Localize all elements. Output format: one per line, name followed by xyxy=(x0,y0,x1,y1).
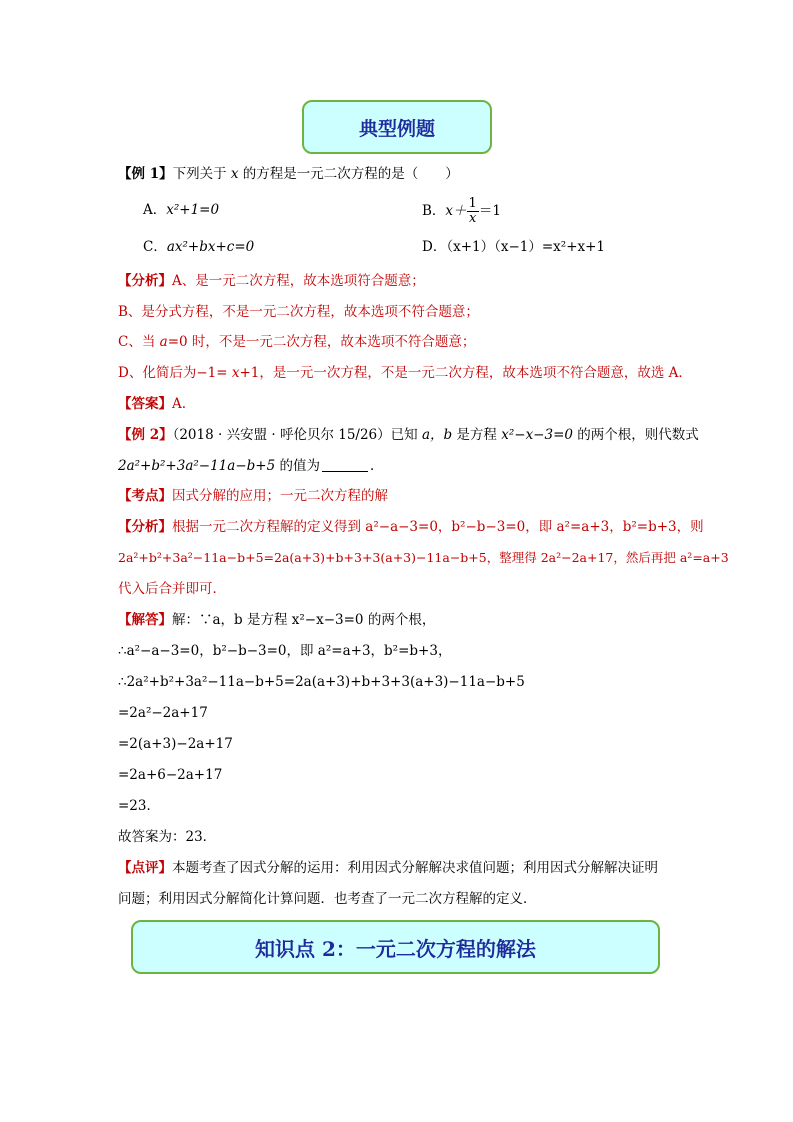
example2-question-line1: 【例 2】（2018 · 兴安盟 · 呼伦贝尔 15/26）已知 a，b 是方程 x²−x−3=0 的两个根，则代数式 xyxy=(118,427,699,443)
example1-analysis-b: B、是分式方程，不是一元二次方程，故本选项不符合题意； xyxy=(118,304,479,320)
example2-solution-l6: =2a+6−2a+17 xyxy=(118,767,223,783)
example2-analysis-l2: 2a²+b²+3a²−11a−b+5=2a(a+3)+b+3+3(a+3)−11a−b+5，整理得 2a²−2a+17，然后再把 a²=a+3 xyxy=(118,550,729,565)
example1-analysis-c: C、当 a=0 时，不是一元二次方程，故本选项不符合题意； xyxy=(118,334,476,350)
example1-analysis-a: 【分析】A、是一元二次方程，故本选项符合题意； xyxy=(118,273,425,289)
example1-question: 【例 1】下列关于 x 的方程是一元二次方程的是（ ） xyxy=(118,166,459,182)
example2-solution-l7: =23． xyxy=(118,798,160,814)
example2-final-answer: 故答案为：23． xyxy=(118,829,217,845)
section-box-knowledge-point-2 xyxy=(131,920,660,974)
example2-comment-l2: 问题；利用因式分解简化计算问题．也考查了一元二次方程解的定义． xyxy=(118,891,537,907)
option-c: C．ax²+bx+c=0 xyxy=(143,239,255,255)
answer-blank xyxy=(322,459,368,472)
header-box-title: 典型例题 xyxy=(358,117,435,140)
example1-analysis-d: D、化简后为−1= x+1，是一元一次方程，不是一元二次方程，故本选项不符合题意，故选 A． xyxy=(118,365,692,381)
header-box-typical-examples xyxy=(302,100,492,154)
example2-solution-l5: =2(a+3)−2a+17 xyxy=(118,736,233,752)
example2-solution-l1: 【解答】解：∵a，b 是方程 x²−x−3=0 的两个根， xyxy=(118,612,436,628)
fraction-one-over-x: $\frac{1}{x}$ xyxy=(468,196,477,226)
example2-kaodian: 【考点】因式分解的应用；一元二次方程的解 xyxy=(118,488,388,504)
example2-solution-l2: ∴a²−a−3=0，b²−b−3=0，即 a²=a+3，b²=b+3， xyxy=(118,643,452,659)
option-a: A．x²+1=0 xyxy=(143,202,220,218)
example2-analysis-l3: 代入后合并即可． xyxy=(118,581,226,597)
example2-solution-l4: =2a²−2a+17 xyxy=(118,705,208,721)
example2-question-line2: 2a²+b²+3a²−11a−b+5 的值为 ． xyxy=(118,458,384,474)
section-box-title: 知识点 2：一元二次方程的解法 xyxy=(255,936,536,961)
example2-analysis-l1: 【分析】根据一元二次方程解的定义得到 a²−a−3=0，b²−b−3=0，即 a²=a+3，b²=b+3，则 xyxy=(118,519,704,535)
example2-solution-l3: ∴2a²+b²+3a²−11a−b+5=2a(a+3)+b+3+3(a+3)−11a−b+5 xyxy=(118,674,525,690)
example1-answer: 【答案】A. xyxy=(118,396,187,412)
example2-comment-l1: 【点评】本题考查了因式分解的运用：利用因式分解解决求值问题；利用因式分解解决证明 xyxy=(118,860,658,876)
option-d: D．（x+1）（x−1）=x²+x+1 xyxy=(422,239,606,255)
option-b: B．x＋ $\frac{1}{x}$ ＝1 xyxy=(422,196,501,226)
